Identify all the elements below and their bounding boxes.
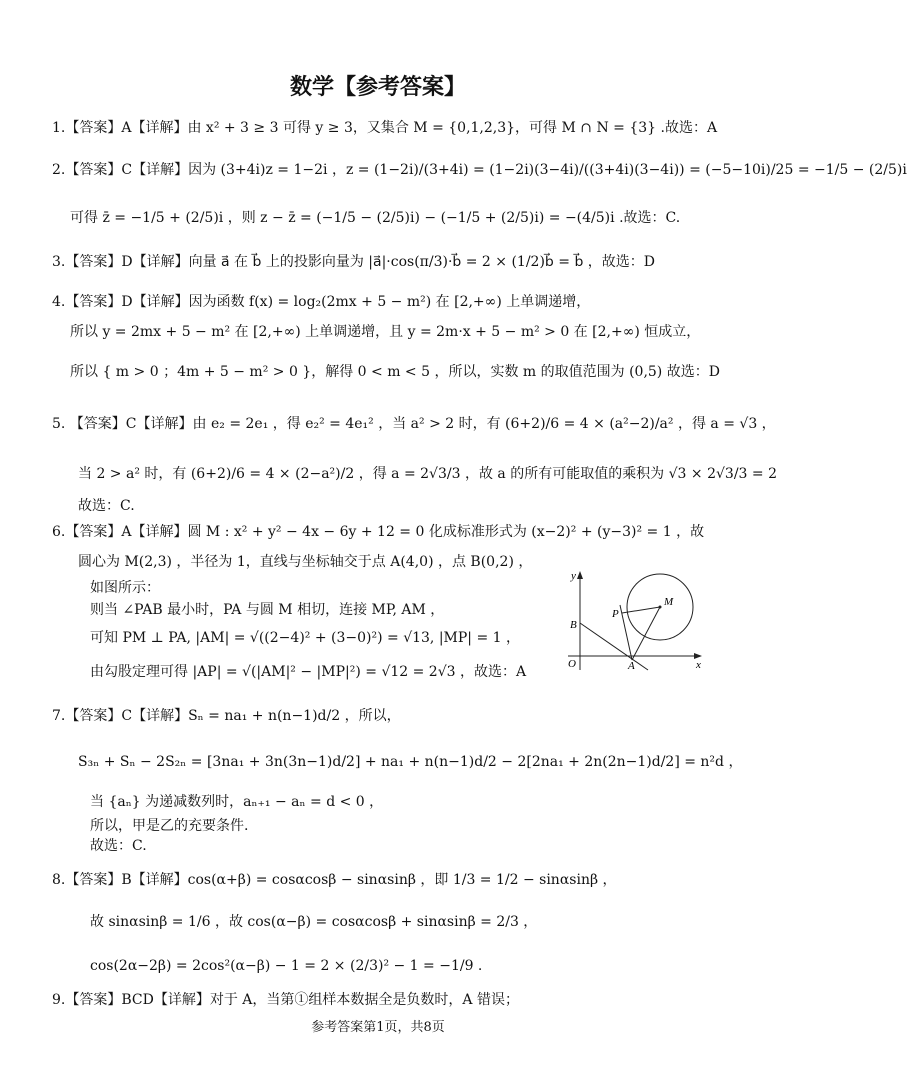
answer-6: 6.【答案】A【详解】圆 M : x² + y² − 4x − 6y + 12 = 0 化成标准形式为 (x−2)² + (y−3)² = 1 ，故 <box>52 524 705 540</box>
answer-6-ap: 由勾股定理可得 |AP| = √(|AM|² − |MP|²) = √12 = 2√3 ，故选：A <box>90 664 527 680</box>
y-axis-arrow <box>577 571 583 579</box>
label-p: P <box>612 608 619 620</box>
answer-5-choice: 故选：C. <box>78 498 135 514</box>
answer-4-cont: 所以 y = 2mx + 5 − m² 在 [2,+∞) 上单调递增，且 y = 2m·x + 5 − m² > 0 在 [2,+∞) 恒成立， <box>70 324 701 340</box>
answer-2: 2.【答案】C【详解】因为 (3+4i)z = 1−2i ，z = (1−2i)/(3+4i) = (1−2i)(3−4i)/((3+4i)(3−4i)) = (−5−10i)/25 = −1/5 − (2/5)i <box>52 162 907 178</box>
page-footer: 参考答案第1页，共8页 <box>311 1020 445 1035</box>
line-b-a <box>580 623 648 670</box>
answer-7-choice: 故选：C. <box>90 838 147 854</box>
geometry-figure <box>560 565 710 675</box>
label-o: O <box>568 658 576 670</box>
answer-3: 3.【答案】D【详解】向量 a⃗ 在 b⃗ 上的投影向量为 |a⃗|·cos(π/3)·b⃗ = 2 × (1/2)b⃗ = b⃗ ，故选：D <box>52 254 656 270</box>
answer-6-center: 圆心为 M(2,3) ，半径为 1，直线与坐标轴交于点 A(4,0) ，点 B(0,2) ， <box>78 554 533 570</box>
answer-4: 4.【答案】D【详解】因为函数 f(x) = log₂(2mx + 5 − m²) 在 [2,+∞) 上单调递增， <box>52 294 591 310</box>
answer-6-figure-note: 如图所示： <box>90 580 160 596</box>
answer-7-conclusion: 所以，甲是乙的充要条件. <box>90 818 249 834</box>
label-a: A <box>628 660 635 672</box>
answer-8-double: cos(2α−2β) = 2cos²(α−β) − 1 = 2 × (2/3)² − 1 = −1/9 . <box>90 958 483 974</box>
answer-6-am: 可知 PM ⊥ PA, |AM| = √((2−4)² + (3−0)²) = √13, |MP| = 1 ， <box>90 630 521 646</box>
line-p-m <box>622 607 660 613</box>
label-y: y <box>571 570 576 582</box>
line-a-m <box>632 607 660 660</box>
label-m: M <box>664 596 674 608</box>
answer-7-sum: S₃ₙ + Sₙ − 2S₂ₙ = [3na₁ + 3n(3n−1)d/2] + na₁ + n(n−1)d/2 − 2[2na₁ + 2n(2n−1)d/2] = n²d ， <box>78 754 743 770</box>
answer-5-cont: 当 2 > a² 时，有 (6+2)/6 = 4 × (2−a²)/2 ，得 a = 2√3/3 ，故 a 的所有可能取值的乘积为 √3 × 2√3/3 = 2 <box>78 466 777 482</box>
answer-8: 8.【答案】B【详解】cos(α+β) = cosαcosβ − sinαsinβ ，即 1/3 = 1/2 − sinαsinβ ， <box>52 872 617 888</box>
answer-8-cont: 故 sinαsinβ = 1/6 ，故 cos(α−β) = cosαcosβ + sinαsinβ = 2/3 ， <box>90 914 538 930</box>
answer-7: 7.【答案】C【详解】Sₙ = na₁ + n(n−1)d/2 ，所以， <box>52 708 401 724</box>
answer-9: 9.【答案】BCD【详解】对于 A，当第①组样本数据全是负数时，A 错误； <box>52 992 519 1008</box>
answer-6-tangent: 则当 ∠PAB 最小时，PA 与圆 M 相切，连接 MP, AM ， <box>90 602 445 618</box>
answer-4-system: 所以 { m > 0 ；4m + 5 − m² > 0 }，解得 0 < m < 5 ，所以，实数 m 的取值范围为 (0,5) 故选：D <box>70 364 720 380</box>
answer-5: 5. 【答案】C【详解】由 e₂ = 2e₁ ，得 e₂² = 4e₁² ，当 a² > 2 时，有 (6+2)/6 = 4 × (a²−2)/a² ，得 a = √3 ， <box>52 416 776 432</box>
answer-1: 1.【答案】A【详解】由 x² + 3 ≥ 3 可得 y ≥ 3，又集合 M = {0,1,2,3}，可得 M ∩ N = {3} .故选：A <box>52 120 718 136</box>
label-b: B <box>570 619 577 631</box>
page-title: 数学【参考答案】 <box>289 75 466 100</box>
label-x: x <box>696 659 701 671</box>
answer-7-decreasing: 当 {aₙ} 为递减数列时，aₙ₊₁ − aₙ = d < 0 ， <box>90 794 384 810</box>
point-m <box>659 606 662 609</box>
answer-2-cont: 可得 z̄ = −1/5 + (2/5)i ，则 z − z̄ = (−1/5 − (2/5)i) − (−1/5 + (2/5)i) = −(4/5)i .故选：C. <box>70 210 681 226</box>
